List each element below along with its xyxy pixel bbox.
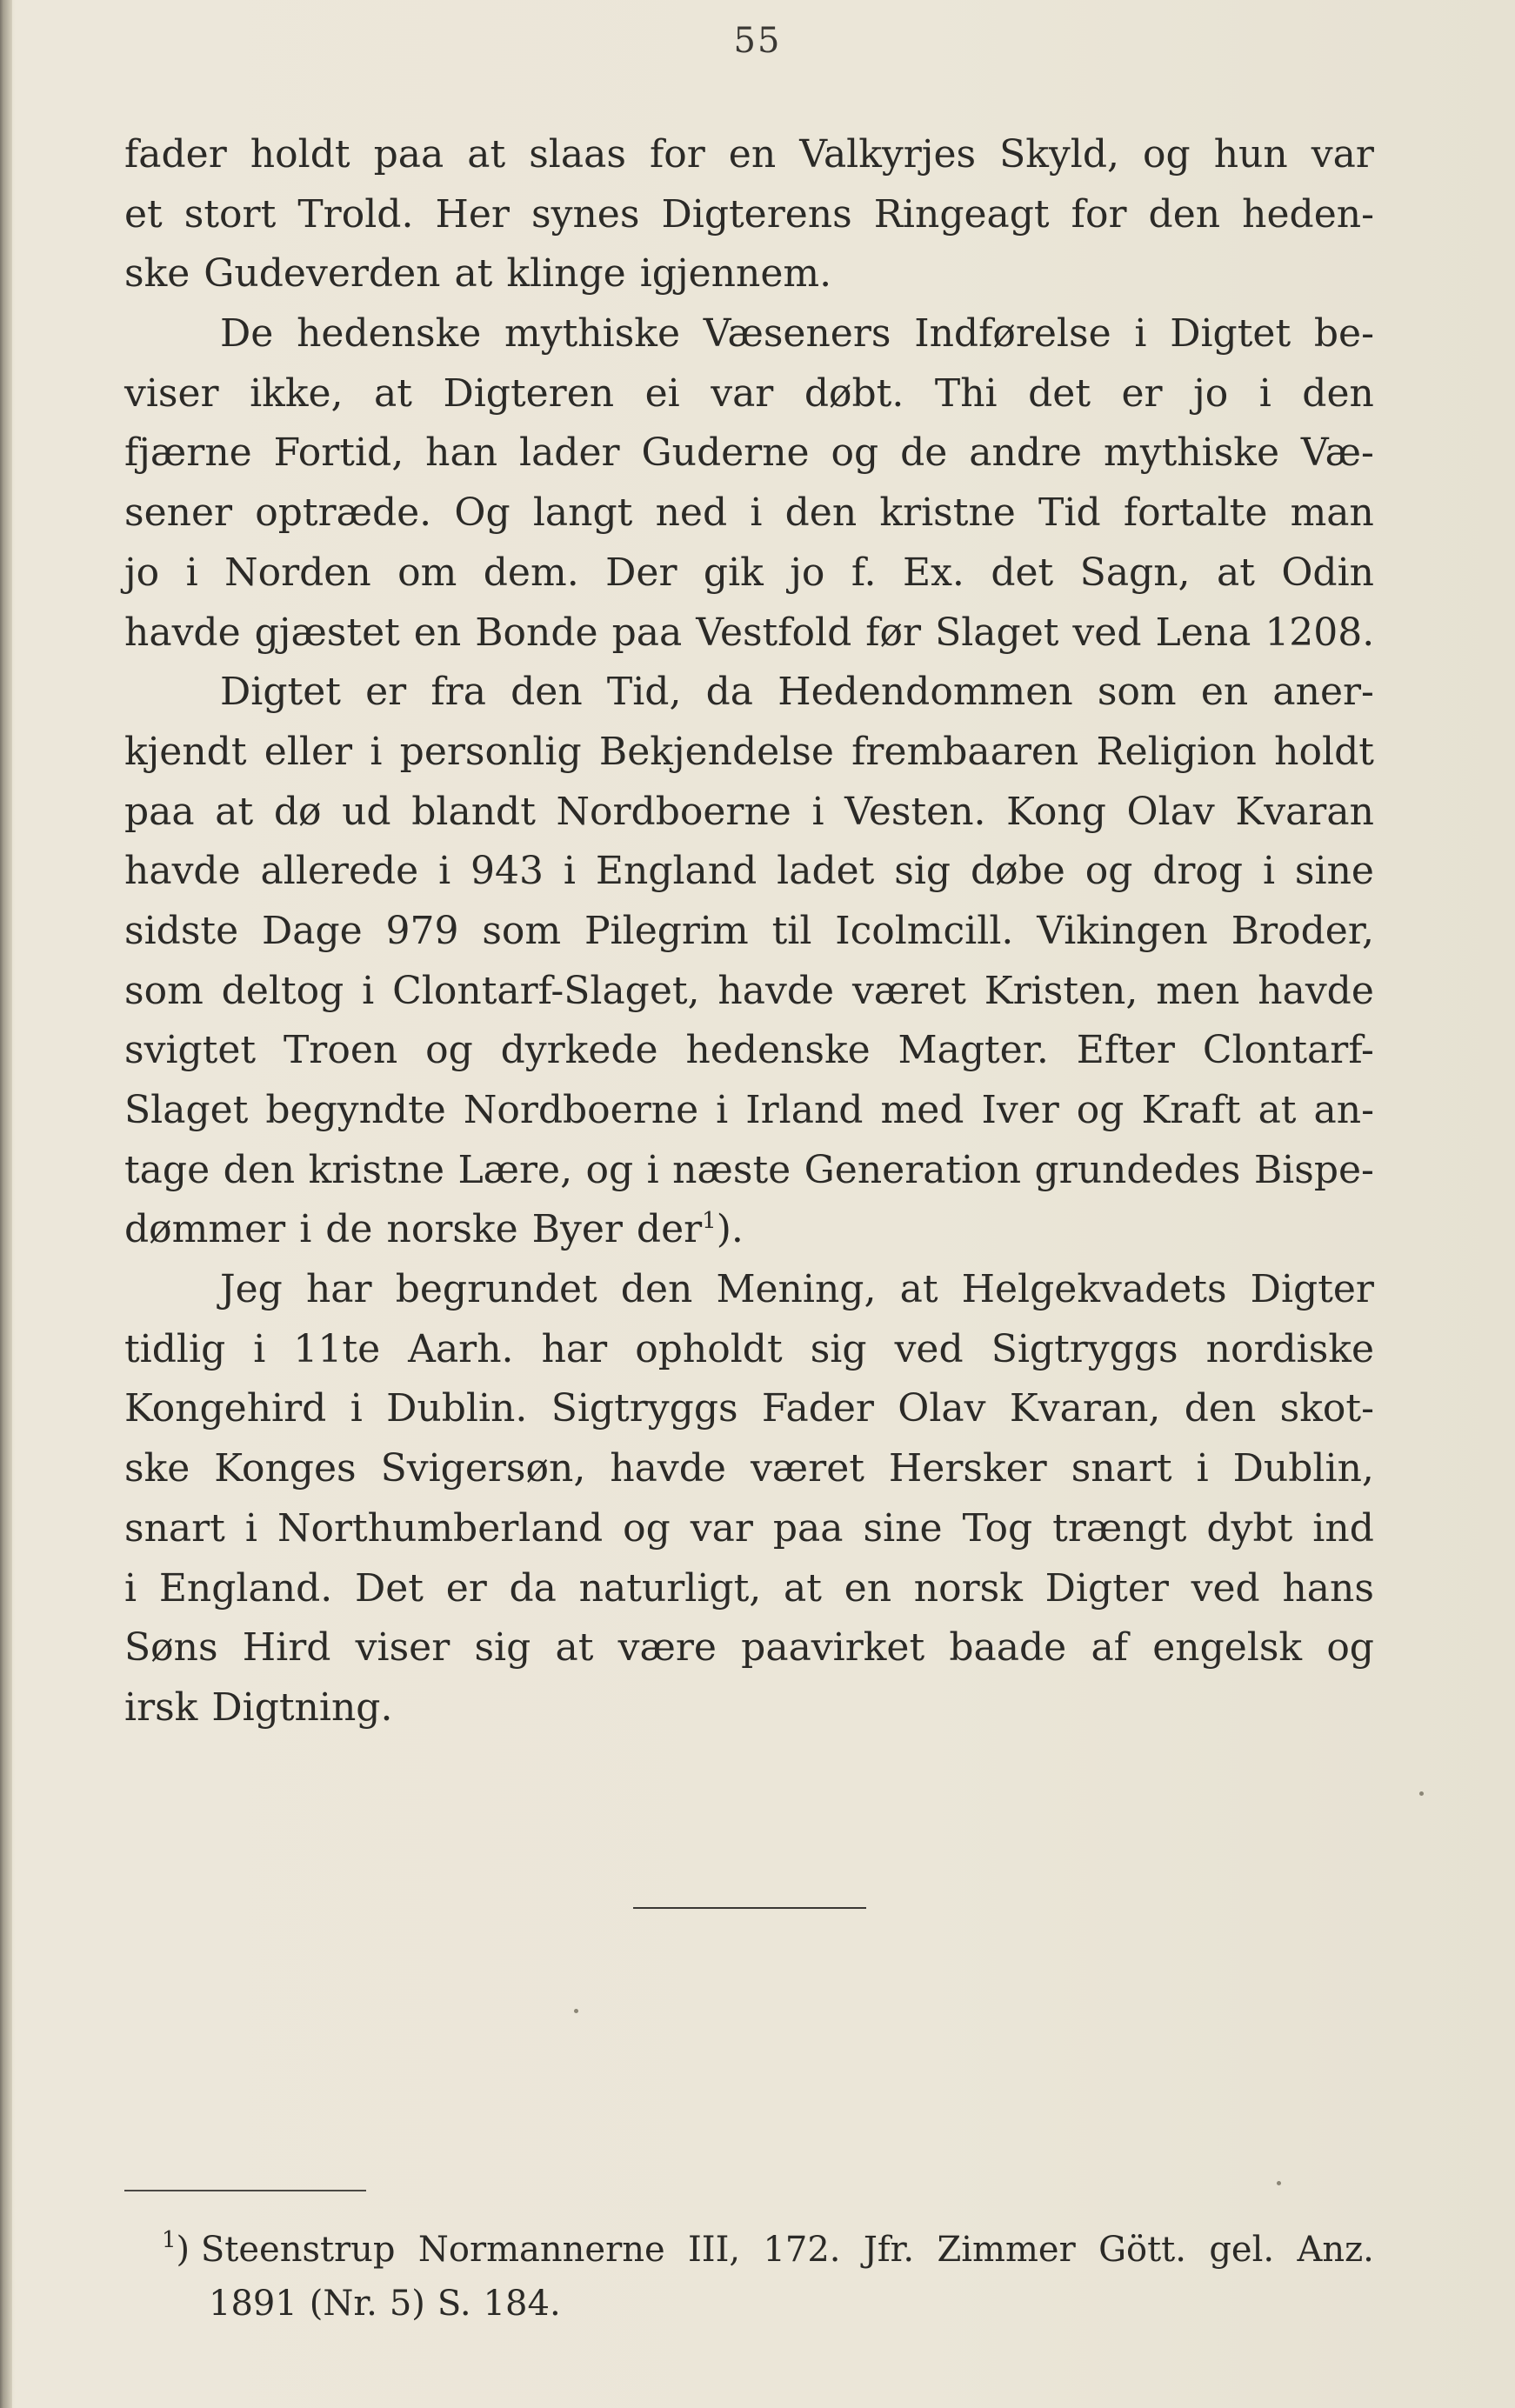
- text-line: tage den kristne Lære, og i næste Generation grundedes Bispe-: [124, 1147, 1374, 1192]
- text-line: fjærne Fortid, han lader Guderne og de andre mythiske Væ-: [124, 430, 1374, 476]
- section-divider: [633, 1907, 866, 1909]
- text-line: viser ikke, at Digteren ei var døbt. Thi det er jo i den: [124, 370, 1374, 416]
- text-line: fader holdt paa at slaas for en Valkyrjes Skyld, og hun var: [124, 132, 1374, 177]
- paper-speck: [1419, 1791, 1424, 1796]
- page-number: 55: [733, 21, 782, 61]
- text-line: i England. Det er da naturligt, at en norsk Digter ved hans: [124, 1565, 1374, 1611]
- text-line: Jeg har begrundet den Mening, at Helgekvadets Digter: [220, 1267, 1374, 1312]
- text-line: snart i Northumberland og var paa sine Tog trængt dybt ind: [124, 1505, 1374, 1551]
- text-line: Slaget begyndte Nordboerne i Irland med Iver og Kraft at an-: [124, 1088, 1374, 1132]
- text-line: sidste Dage 979 som Pilegrim til Icolmcill. Vikingen Broder,: [124, 908, 1374, 953]
- paper-speck: [1277, 2181, 1281, 2185]
- footnote-line: 1891 (Nr. 5) S. 184.: [209, 2284, 561, 2324]
- text-line: som deltog i Clontarf-Slaget, havde været Kristen, men havde: [124, 968, 1374, 1013]
- text-line: svigtet Troen og dyrkede hedenske Magter. Efter Clontarf-: [124, 1028, 1374, 1073]
- text-line: havde gjæstet en Bonde paa Vestfold før Slaget ved Lena 1208.: [124, 610, 1375, 655]
- footnote-line: $^1$) Steenstrup Normannerne III, 172. Jfr. Zimmer Gött. gel. Anz.: [162, 2227, 1374, 2270]
- text-line: kjendt eller i personlig Bekjendelse frembaaren Religion holdt: [124, 729, 1374, 774]
- text-line: dømmer i de norske Byer der$^1$).: [124, 1207, 744, 1252]
- text-line: ske Konges Svigersøn, havde været Hersker snart i Dublin,: [124, 1446, 1374, 1491]
- page-binding-edge: [0, 0, 12, 2408]
- paper-speck: [574, 2009, 578, 2013]
- text-line: irsk Digtning.: [124, 1684, 393, 1730]
- text-line: paa at dø ud blandt Nordboerne i Vesten. Kong Olav Kvaran: [124, 789, 1374, 834]
- text-line: et stort Trold. Her synes Digterens Ringeagt for den heden-: [124, 191, 1374, 237]
- text-line: Søns Hird viser sig at være paavirket baade af engelsk og: [124, 1625, 1374, 1671]
- text-line: Digtet er fra den Tid, da Hedendommen som en aner-: [220, 670, 1374, 715]
- text-line: sener optræde. Og langt ned i den kristne Tid fortalte man: [124, 490, 1374, 536]
- text-line: jo i Norden om dem. Der gik jo f. Ex. det Sagn, at Odin: [124, 550, 1374, 595]
- footnote: [162, 2223, 1374, 2331]
- text-line: tidlig i 11te Aarh. har opholdt sig ved Sigtryggs nordiske: [124, 1326, 1374, 1371]
- footnote-marker: 1: [162, 2227, 177, 2253]
- body-text: [124, 125, 1374, 1738]
- footnote-reference[interactable]: 1: [702, 1208, 717, 1235]
- footnote-rule: [124, 2190, 366, 2191]
- text-line: ske Gudeverden at klinge igjennem.: [124, 251, 832, 297]
- text-line: Kongehird i Dublin. Sigtryggs Fader Olav Kvaran, den skot-: [124, 1386, 1374, 1431]
- text-line: De hedenske mythiske Væseners Indførelse i Digtet be-: [220, 311, 1374, 357]
- text-line: havde allerede i 943 i England ladet sig døbe og drog i sine: [124, 849, 1374, 894]
